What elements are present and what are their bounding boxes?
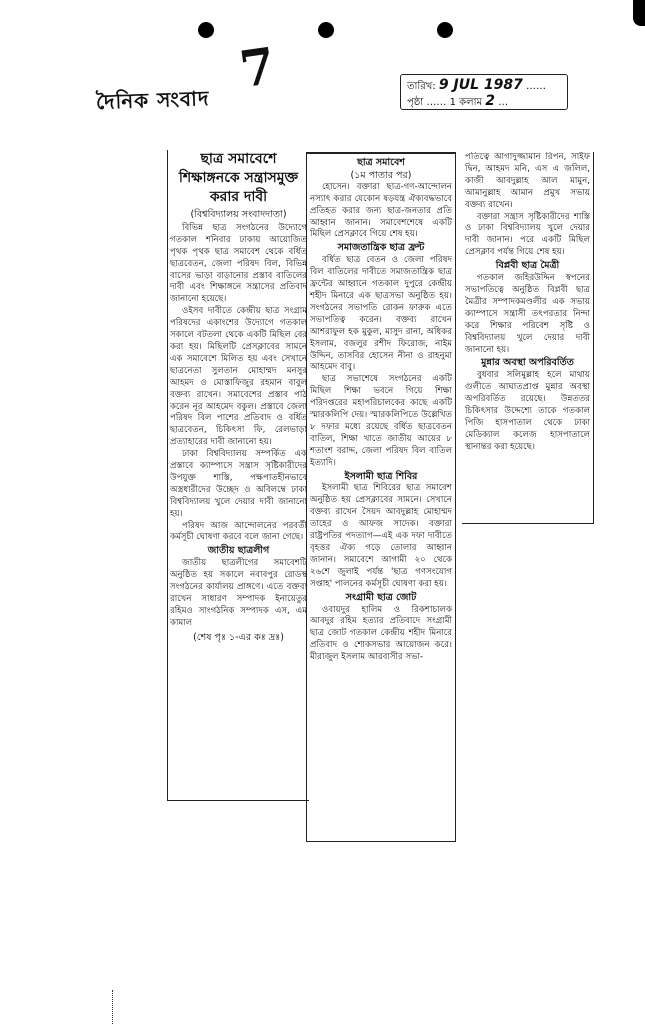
article-byline: (বিশ্ববিদ্যালয় সংবাদদাতা) bbox=[190, 209, 287, 220]
section-heading: মুন্নার অবস্থা অপরিবর্তিত bbox=[481, 357, 574, 369]
stamp-date-value: 9 JUL 1987 bbox=[438, 77, 523, 93]
punch-hole bbox=[318, 22, 334, 38]
article-paragraph: বর্ধিত ছাত্র বেতন ও জেলা পরিষদ বিল বাতিলের দাবীতে সমাজতান্ত্রিক ছাত্র ফ্রন্টের আহ্বানে গতকাল দুপুরে কেন্দ্রীয় শহীদ মিনারে এক ছাত্রসভা অনুষ্ঠিত হয়। সংগঠনের সভাপতি রোকন ফারুক এতে সভাপতিত্ব করেন। বক্তব্য রাখেন আশরাফুল হক মুকুল, মাসুদ রানা, অধিকর ইসলাম, বজলুর রশীদ ফিরোজ, নাইম উদ্দিন, তাসবির হোসেন নীনা ও রাহনুমা আহমেদ বাবু। bbox=[310, 255, 452, 373]
section-heading: বিপ্লবী ছাত্র মৈত্রী bbox=[495, 260, 560, 272]
article-headline: ছাত্র সমাবেশ bbox=[357, 157, 405, 168]
article-paragraph: বুধবার সলিমুল্লাহ হলে মাথায় গুলীতে আঘাতপ্রাপ্ত মুন্নার অবস্থা অপরিবর্তিত রয়েছে। উন্নততর চিকিৎসার উদ্দেশ্যে তাকে গতকাল পিজি হাসপাতাল থেকে ঢাকা মেডিক্যাল কলেজ হাসপাতালে স্থানান্তর করা হয়েছে। bbox=[465, 370, 590, 452]
right-article bbox=[462, 152, 594, 524]
section-heading: সংগ্রামী ছাত্র জোট bbox=[345, 591, 417, 603]
stamp-column-value: 2 bbox=[485, 93, 495, 109]
punch-hole bbox=[437, 22, 453, 38]
article-paragraph: গতকাল জহিরউদ্দিন স্বপনের সভাপতিত্বে অনুষ্ঠিত বিপ্লবী ছাত্র মৈত্রীর সম্পাদকমণ্ডলীর এক সভায় ক্যাম্পাসে সন্ত্রাসী তৎপরতার নিন্দা করে শিক্ষার পরিবেশ সৃষ্টি ও বিশ্ববিদ্যালয় খুলে দেয়ার দাবী জানানো হয়। bbox=[465, 273, 590, 355]
newspaper-masthead: দৈনিক সংবাদ bbox=[95, 86, 210, 114]
article-paragraph: হোসেন। বক্তারা ছাত্র-গণ-আন্দোলন নস্যাৎ করার যেকোন ষড়যন্ত্র ঐক্যবদ্ধভাবে প্রতিহত করার জন্য ছাত্র-জনতার প্রতি আহ্বান জানান। সমাবেশশেষে একটি মিছিল প্রেসক্লাবে গিয়ে শেষ হয়। bbox=[310, 181, 452, 240]
left-article bbox=[167, 150, 309, 801]
stamp-column-label: কলাম bbox=[459, 97, 483, 108]
section-heading: জাতীয় ছাত্রলীগ bbox=[207, 545, 270, 557]
article-headline: ছাত্র সমাবেশে শিক্ষাঙ্গনকে সন্ত্রাসমুক্ত করার দাবী bbox=[178, 151, 299, 205]
section-heading: ইসলামী ছাত্র শিবির bbox=[344, 470, 418, 482]
handwritten-page-mark: 7 bbox=[236, 35, 279, 100]
article-paragraph: ছাত্র সভাশেষে সংগঠনের একটি মিছিল শিক্ষা ভবনে গিয়ে শিক্ষা পরিদপ্তরের মহাপরিচালকের কাছে একটি স্মারকলিপি দেয়। স্মারকলিপিতে উল্লেখিত ৮ দফার মধ্যে রয়েছে বর্ধিত ছাত্রবেতন বাতিল, শিক্ষা খাতে জাতীয় আয়ের ৮ শতাংশ বরাদ্দ, জেলা পরিষদ বিল বাতিল ইত্যাদি। bbox=[310, 374, 452, 468]
stamp-date-label: তারিখ bbox=[407, 81, 433, 92]
middle-article bbox=[306, 152, 456, 842]
article-paragraph: ইসলামী ছাত্র শিবিরের ছাত্র সমাবেশ অনুষ্ঠিত হয় প্রেসক্লাবের সামনে। সেখানে বক্তব্য রাখেন সৈয়দ আবদুল্লাহ মোহাম্মদ তাহের ও আফজ সাদেক। বক্তারা রাষ্ট্রপতির পদত্যাগ—এই এক দফা দাবীতে বৃহত্তর ঐক্য গড়ে তোলার আহ্বান জানান। সমাবেশে আগামী ২০ থেকে ২৬শে জুলাই পর্যন্ত 'ছাত্র গণসংযোগ সপ্তাহ' পালনের কর্মসূচী ঘোষণা করা হয়। bbox=[310, 483, 452, 589]
section-heading: সমাজতান্ত্রিক ছাত্র ফ্রন্ট bbox=[337, 242, 425, 254]
stamp-page-value: 1 bbox=[449, 97, 456, 108]
stamp-page-label: পৃষ্ঠা bbox=[407, 97, 424, 108]
article-paragraph: পতিত্বে আগাদুজ্জামান রিপন, সাইফ দ্বিন, আহমদ মনি, এস এ জলিল, কাজী আবদুল্লাহ আল মামুন, আমানুল্লাহ আমান প্রমুখ সভায় বক্তব্য রাখেন। bbox=[465, 152, 590, 210]
article-paragraph: ওইসব দাবীতে কেন্দ্রীয় ছাত্র সংগ্রাম পরিষদের একাংশের উদ্যোগে গতকাল সকালে বটতলা থেকে একটি মিছিল বের করা হয়। মিছিলটি প্রেসক্লাবের সামনে এক সমাবেশে মিলিত হয় এবং সেখানে ছাত্রনেতা সুলতান মোহাম্মদ মনসুর আহমদ ও মোস্তাফিজুর রহমান বাবুল বক্তব্য রাখেন। সমাবেশের প্রস্তাব পাঠ করেন নূর আহমেদ বকুল। প্রস্তাবে জেলা পরিষদ বিল পাশের প্রতিবাদ ও বর্ধিত ছাত্রবেতন, চিকিৎসা ফি, রেলভাড়া প্রত্যাহারের দাবী জানানো হয়। bbox=[170, 306, 307, 448]
scan-margin-line bbox=[112, 990, 113, 1024]
punch-hole bbox=[198, 22, 214, 38]
continuation-note: (শেষ পৃঃ ১-এর কঃ দ্রঃ) bbox=[193, 631, 284, 643]
article-paragraph: ওবায়দুর হালিম ও রিকশাচালক আবদুর রহিম হত্যার প্রতিবাদে সংগ্রামী ছাত্র জোট গতকাল কেন্দ্রীয় শহীদ মিনারে প্রতিবাদ ও শোকসভার আয়োজন করে। মীরাজুল ইসলাম আরবাসীর সভা- bbox=[310, 604, 452, 663]
article-paragraph: জাতীয় ছাত্রলীগের সমাবেশটি অনুষ্ঠিত হয় সকালে নবাবপুর রোডস্থ সংগঠনের কার্যালয় প্রাঙ্গণে। এতে বক্তব্য রাখেন সাধারণ সম্পাদক ইনায়েতুর রহিমও সাংগঠনিক সম্পাদক এস, এম কামাল bbox=[170, 558, 307, 628]
continued-from-note: (১ম পাতার পর) bbox=[350, 169, 412, 181]
article-paragraph: বিভিন্ন ছাত্র সংগঠনের উদ্যোগে গতকাল শনিবার ঢাকায় আয়োজিত পৃথক পৃথক ছাত্র সমাবেশ থেকে বর্ধিত ছাত্রবেতন, জেলা পরিষদ বিল, বিভিন্ন বাসের ভাড়া বাড়ানোর প্রস্তাব বাতিলের দাবী এবং শিক্ষাঙ্গনে সন্ত্রাসের প্রতিবাদ জানানো হয়েছে। bbox=[170, 222, 307, 305]
article-paragraph: পরিষদ আজ আন্দোলনের পরবর্তী কর্মসূচী ঘোষণা করবে বলে জানা গেছে। bbox=[170, 520, 307, 543]
date-stamp: তারিখ: 9 JUL 1987 …… পৃষ্ঠা …… 1 কলাম 2 … bbox=[400, 74, 568, 110]
article-paragraph: ঢাকা বিশ্ববিদ্যালয় সম্পর্কিত এক প্রস্তাবে ক্যাম্পাসে সন্ত্রাস সৃষ্টিকারীদের উপযুক্ত শাস্তি, পক্ষপাতহীনভাবে অস্ত্রধারীদের উচ্ছেদ ও অবিলম্বে ঢাকা বিশ্ববিদ্যালয় খুলে দেয়ার দাবী জানানো হয়। bbox=[170, 449, 307, 519]
scan-edge-mark bbox=[633, 0, 645, 26]
article-paragraph: বক্তারা সন্ত্রাস সৃষ্টিকারীদের শাস্তি ও ঢাকা বিশ্ববিদ্যালয় খুলে দেয়ার দাবী জানান। পরে একটি মিছিল প্রেসক্লাব পর্যন্ত গিয়ে শেষ হয়। bbox=[465, 211, 590, 258]
